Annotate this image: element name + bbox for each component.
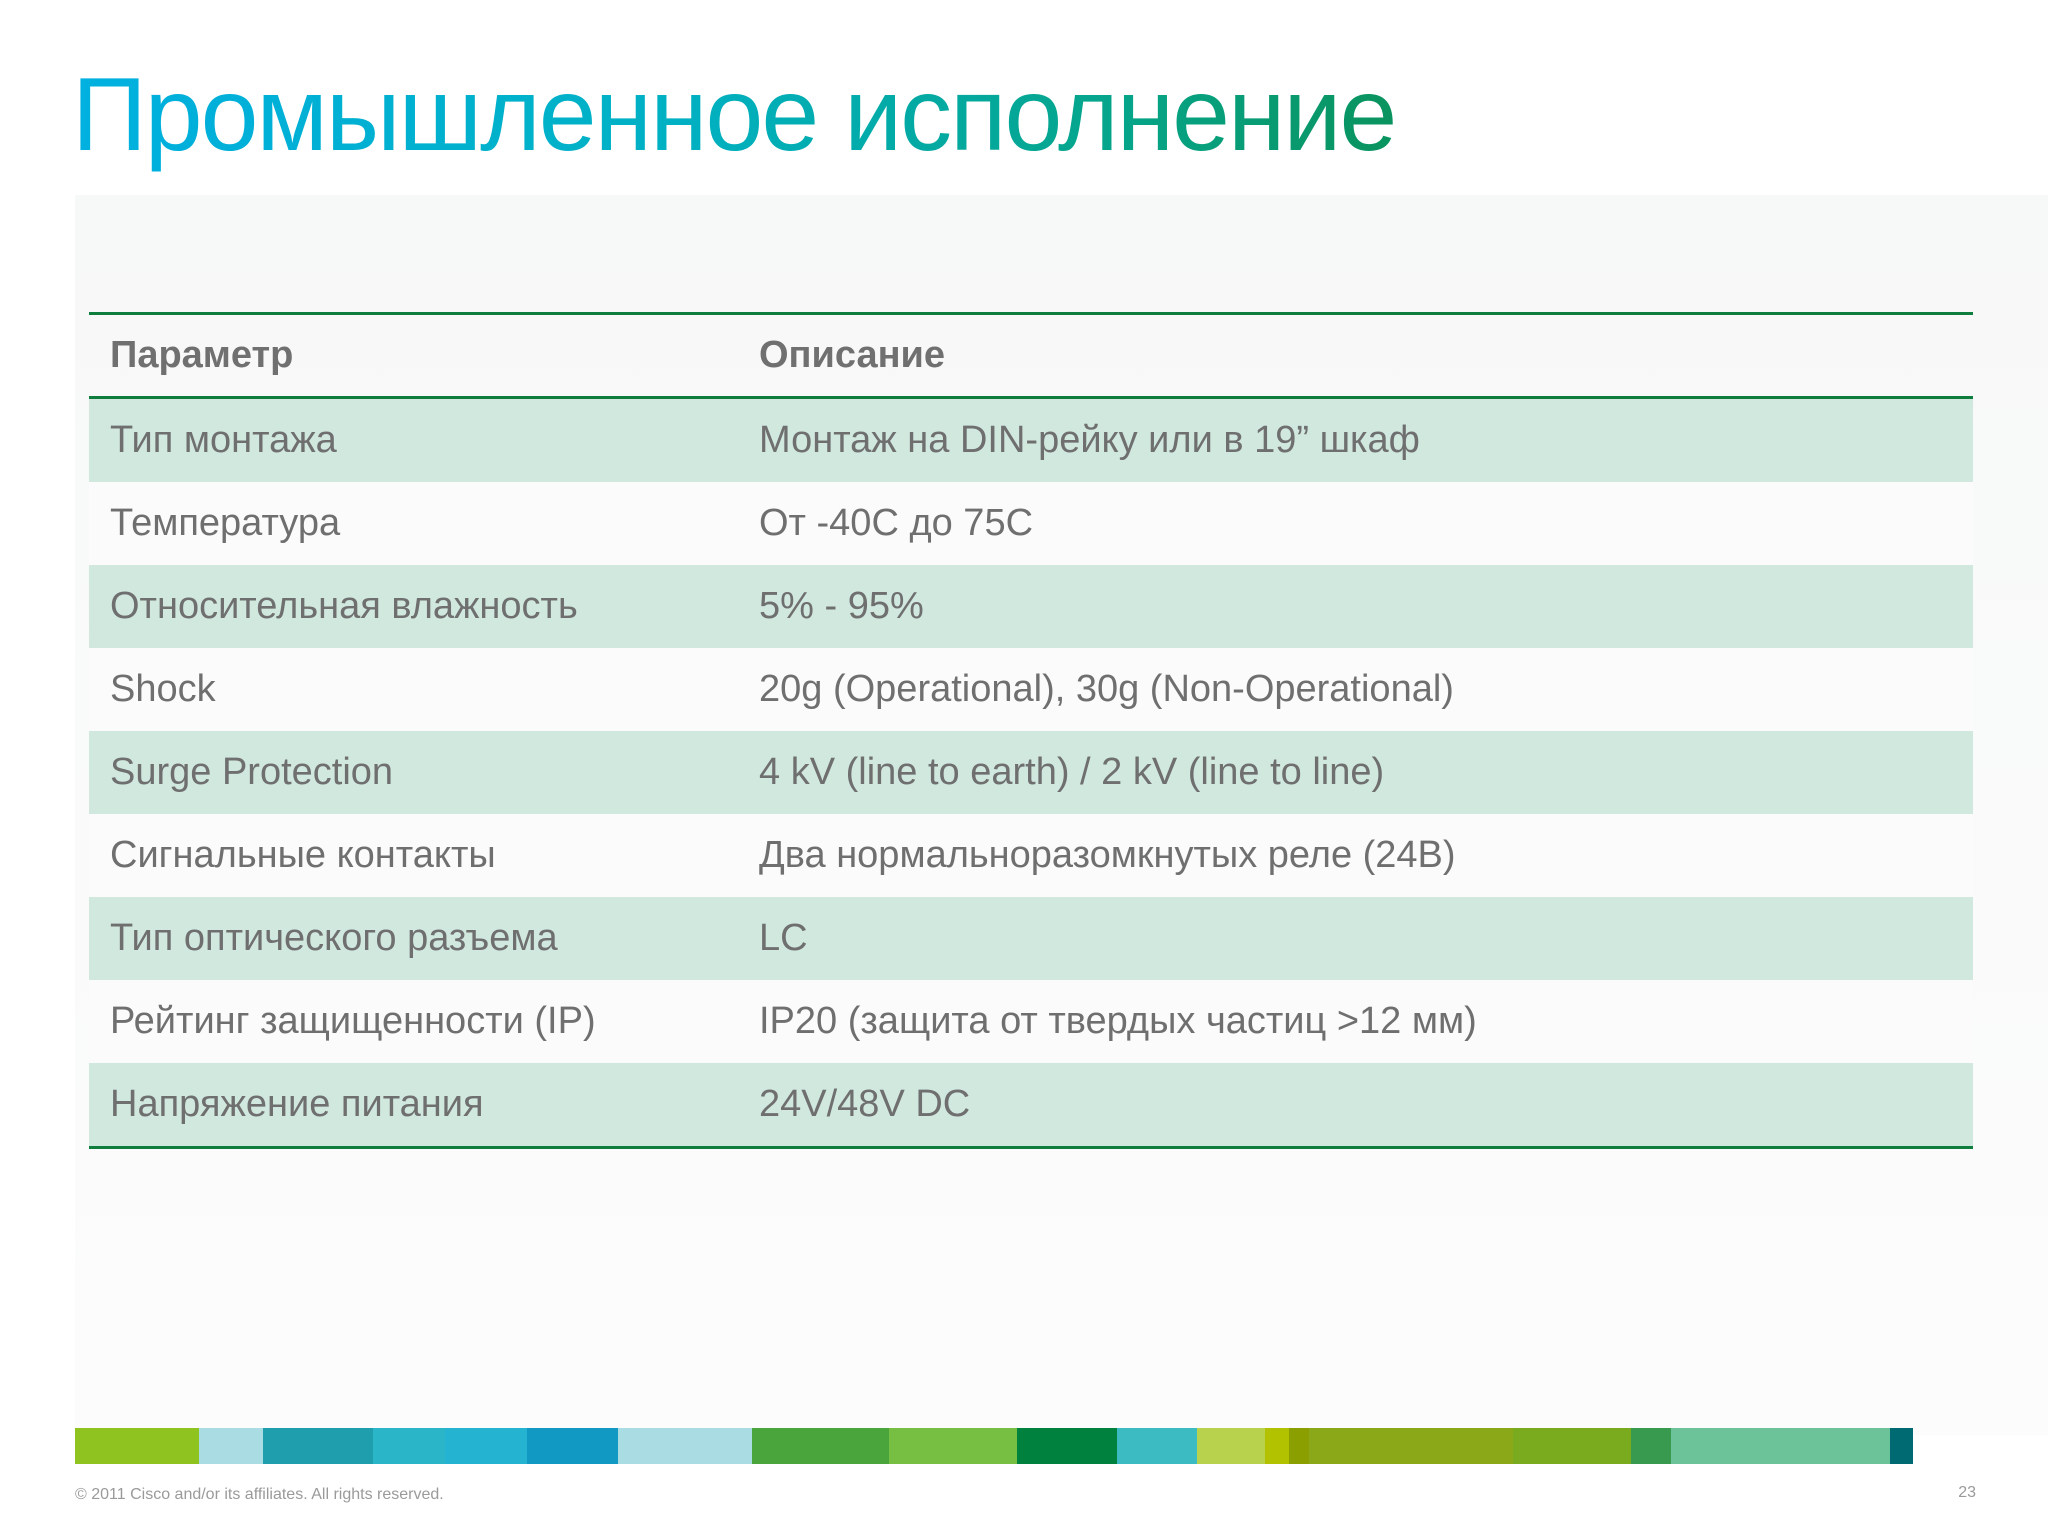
description-cell: Монтаж на DIN-рейку или в 19” шкаф	[738, 398, 1973, 483]
color-bar-segment	[1289, 1428, 1309, 1464]
parameter-cell: Тип оптического разъема	[89, 897, 738, 980]
color-bar-segment	[75, 1428, 199, 1464]
color-bar-segment	[445, 1428, 527, 1464]
header-parameter: Параметр	[89, 314, 738, 398]
table-header-row	[89, 314, 1973, 398]
color-bar-segment	[752, 1428, 889, 1464]
color-bar-segment	[1117, 1428, 1197, 1464]
parameter-cell: Тип монтажа	[89, 398, 738, 483]
color-bar-segment	[1671, 1428, 1890, 1464]
color-bar-segment	[373, 1428, 445, 1464]
parameter-cell: Температура	[89, 482, 738, 565]
parameter-cell: Напряжение питания	[89, 1063, 738, 1148]
table-row	[89, 648, 1973, 731]
description-cell: 4 kV (line to earth) / 2 kV (line to line)	[738, 731, 1973, 814]
parameter-cell: Shock	[89, 648, 738, 731]
page-number: 23	[1958, 1484, 1976, 1501]
color-bar-segment	[1890, 1428, 1913, 1464]
color-bar-segment	[1265, 1428, 1289, 1464]
table-row	[89, 482, 1973, 565]
description-cell: Два нормальноразомкнутых реле (24В)	[738, 814, 1973, 897]
parameter-cell: Surge Protection	[89, 731, 738, 814]
table-row	[89, 731, 1973, 814]
color-bar-segment	[263, 1428, 373, 1464]
description-cell: 24V/48V DC	[738, 1063, 1973, 1148]
table-row	[89, 814, 1973, 897]
parameter-cell: Рейтинг защищенности (IP)	[89, 980, 738, 1063]
color-bar-segment	[618, 1428, 752, 1464]
description-cell: От -40C до 75C	[738, 482, 1973, 565]
parameter-cell: Сигнальные контакты	[89, 814, 738, 897]
table-row	[89, 980, 1973, 1063]
description-cell: 5% - 95%	[738, 565, 1973, 648]
color-bar-segment	[1309, 1428, 1513, 1464]
color-bar-segment	[1513, 1428, 1631, 1464]
decorative-color-bar	[75, 1428, 1973, 1464]
parameter-cell: Относительная влажность	[89, 565, 738, 648]
color-bar-segment	[199, 1428, 263, 1464]
color-bar-segment	[1197, 1428, 1265, 1464]
color-bar-segment	[889, 1428, 1017, 1464]
header-description: Описание	[738, 314, 1973, 398]
description-cell: LC	[738, 897, 1973, 980]
slide-title: Промышленное исполнение	[72, 57, 1396, 173]
spec-table	[89, 312, 1973, 1149]
table-row	[89, 398, 1973, 483]
table-row	[89, 897, 1973, 980]
description-cell: 20g (Operational), 30g (Non-Operational)	[738, 648, 1973, 731]
description-cell: IP20 (защита от твердых частиц >12 мм)	[738, 980, 1973, 1063]
copyright-text: © 2011 Cisco and/or its affiliates. All rights reserved.	[75, 1486, 444, 1503]
table-row	[89, 565, 1973, 648]
color-bar-segment	[527, 1428, 618, 1464]
color-bar-segment	[1631, 1428, 1671, 1464]
color-bar-segment	[1017, 1428, 1117, 1464]
table-row	[89, 1063, 1973, 1148]
